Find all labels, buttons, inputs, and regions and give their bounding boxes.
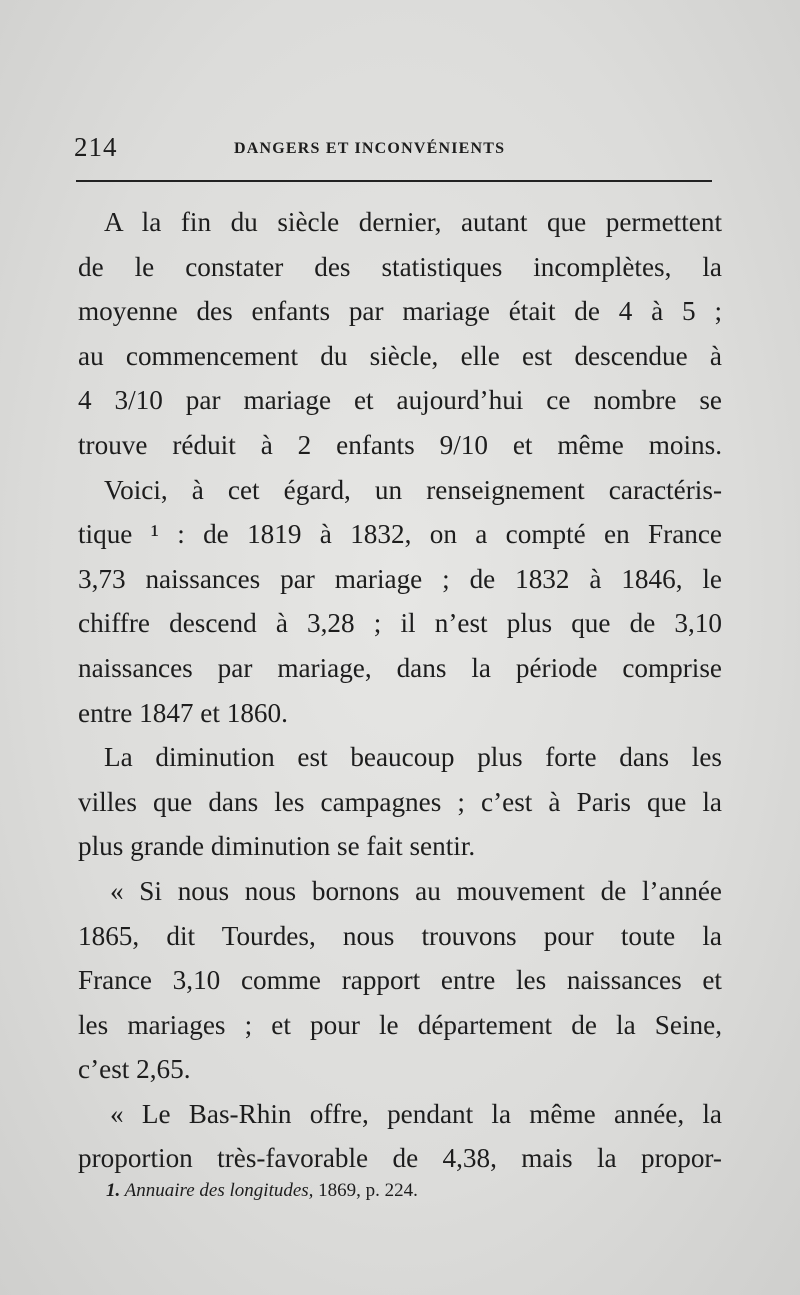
page-header xyxy=(74,130,714,170)
text-line: plus grande diminution se fait sentir. xyxy=(78,831,476,862)
text-line: 4 3/10 par mariage et aujourd’hui ce nombre se xyxy=(78,385,722,416)
body-text xyxy=(78,200,722,1181)
text-line: A la fin du siècle dernier, autant que permettent xyxy=(104,207,722,237)
text-line: France 3,10 comme rapport entre les naissances et xyxy=(78,965,722,996)
text-line: les mariages ; et pour le département de la Seine, xyxy=(78,1009,722,1040)
text-line: tique ¹ : de 1819 à 1832, on a compté en France xyxy=(78,519,722,550)
footnote-number: 1. xyxy=(106,1180,121,1201)
running-title: DANGERS ET INCONVÉNIENTS xyxy=(234,140,506,157)
text-line: entre 1847 et 1860. xyxy=(78,697,288,728)
footnote-details: 1869, p. 224. xyxy=(318,1180,418,1201)
text-line: villes que dans les campagnes ; c’est à Paris que la xyxy=(78,786,722,817)
text-line: Voici, à cet égard, un renseignement caractéris- xyxy=(104,474,722,505)
text-line: « Si nous nous bornons au mouvement de l’année xyxy=(110,875,722,906)
text-line: naissances par mariage, dans la période comprise xyxy=(78,652,722,683)
text-line: trouve réduit à 2 enfants 9/10 et même moins. xyxy=(78,429,722,460)
page-number: 214 xyxy=(74,132,118,162)
text-line: La diminution est beaucoup plus forte dans les xyxy=(104,742,722,773)
text-line: chiffre descend à 3,28 ; il n’est plus que de 3,10 xyxy=(78,608,722,639)
text-line: « Le Bas-Rhin offre, pendant la même année, la xyxy=(110,1098,722,1129)
text-line: au commencement du siècle, elle est descendue à xyxy=(78,340,722,371)
footnote-source: Annuaire des longitudes, xyxy=(124,1180,314,1201)
text-line: de le constater des statistiques incomplètes, la xyxy=(78,251,722,282)
text-line: moyenne des enfants par mariage était de 4 à 5 ; xyxy=(78,296,722,327)
text-line: c’est 2,65. xyxy=(78,1054,191,1085)
text-line: 1865, dit Tourdes, nous trouvons pour toute la xyxy=(78,920,722,951)
text-line: 3,73 naissances par mariage ; de 1832 à 1846, le xyxy=(78,563,722,594)
text-line: proportion très-favorable de 4,38, mais la propor- xyxy=(78,1143,722,1174)
header-rule xyxy=(76,180,712,182)
footnote xyxy=(106,1180,706,1202)
